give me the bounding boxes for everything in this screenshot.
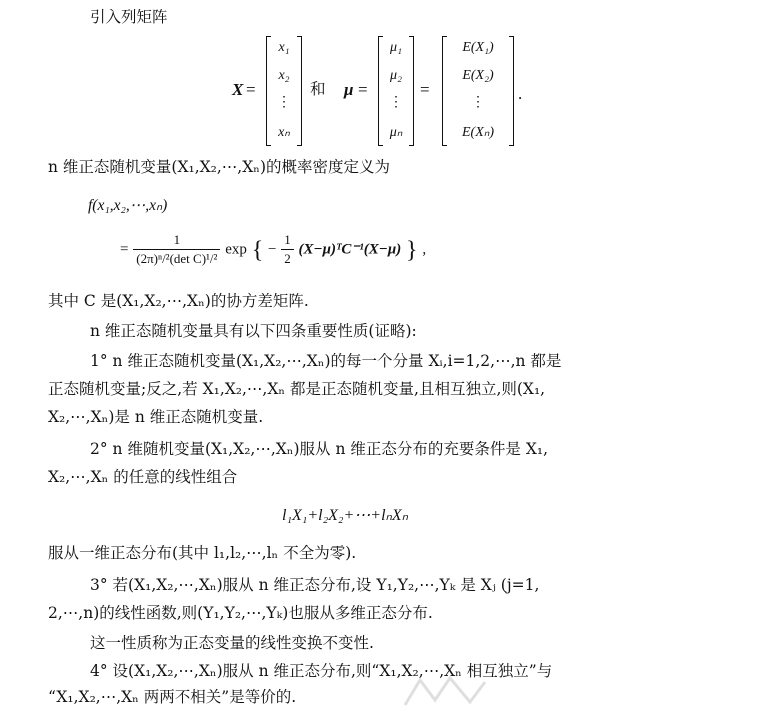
normalizing-fraction <box>133 232 220 267</box>
intro-text: 引入列矩阵 <box>90 8 168 26</box>
property-1-line-3: X₂,⋯,Xₙ)是 n 维正态随机变量. <box>48 408 264 426</box>
property-2-line-2: X₂,⋯,Xₙ 的任意的线性组合 <box>48 468 238 486</box>
half-fraction <box>281 232 294 267</box>
density-formula <box>120 232 426 267</box>
period-1: . <box>518 84 523 103</box>
half-denominator: 2 <box>284 251 291 266</box>
comma: , <box>422 241 427 258</box>
matrix-x-name: X <box>232 80 244 99</box>
equals-sign-3: = <box>420 80 430 99</box>
matrix-e-entry-4: E(Xₙ) <box>461 125 494 140</box>
matrix-mu-entry-4: μₙ <box>389 125 403 140</box>
matrix-x-entry-4: xₙ <box>278 125 290 140</box>
matrix-x <box>266 36 302 146</box>
minus-sign: − <box>268 241 277 258</box>
equals-sign-2: = <box>358 80 368 99</box>
matrix-x-entry-2: x₂ <box>278 68 290 83</box>
matrix-e-entry-1: E(X₁) <box>462 40 494 55</box>
matrix-x-entry-3: ⋮ <box>277 94 291 110</box>
property-1-line-1: 1° n 维正态随机变量(X₁,X₂,⋯,Xₙ)的每一个分量 Xᵢ,i=1,2,⋯,n 都是 <box>90 352 562 370</box>
property-3-line-1: 3° 若(X₁,X₂,⋯,Xₙ)服从 n 维正态分布,设 Y₁,Y₂,⋯,Yₖ 是 Xⱼ (j=1, <box>90 576 540 594</box>
matrix-expectation <box>442 36 514 146</box>
exp-word: exp <box>225 241 247 258</box>
matrix-e-entry-3: ⋮ <box>471 94 485 110</box>
property-1-line-2: 正态随机变量;反之,若 X₁,X₂,⋯,Xₙ 都是正态随机变量,且相互独立,则(X₁, <box>48 380 546 398</box>
watermark-stamp <box>400 670 490 710</box>
density-lhs: f(x₁,x₂,⋯,xₙ) <box>88 197 168 214</box>
matrix-mu <box>378 36 414 146</box>
matrix-mu-entry-1: μ₁ <box>390 40 402 55</box>
equals-sign-1: = <box>246 80 256 99</box>
property-3-line-2: 2,⋯,n)的线性函数,则(Y₁,Y₂,⋯,Yₖ)也服从多维正态分布. <box>48 604 433 622</box>
matrix-e-entry-2: E(X₂) <box>462 68 494 83</box>
property-3-note: 这一性质称为正态变量的线性变换不变性. <box>90 634 374 652</box>
matrix-mu-entry-2: μ₂ <box>390 68 402 83</box>
left-brace: { <box>251 237 264 264</box>
half-numerator: 1 <box>281 232 294 250</box>
matrix-x-entry-1: x₁ <box>278 40 290 55</box>
and-word: 和 <box>310 80 326 98</box>
frac-denominator: (2π)ⁿ/²(det C)¹/² <box>136 251 218 266</box>
quadratic-form: (X−μ)ᵀC⁻¹(X−μ) <box>298 241 402 258</box>
covariance-line: 其中 C 是(X₁,X₂,⋯,Xₙ)的协方差矩阵. <box>48 292 309 310</box>
matrix-mu-entry-3: ⋮ <box>389 94 403 110</box>
right-brace: } <box>406 237 418 264</box>
property-2-line-3: 服从一维正态分布(其中 l₁,l₂,⋯,lₙ 不全为零). <box>48 544 357 562</box>
property-4-line-1: 4° 设(X₁,X₂,⋯,Xₙ)服从 n 维正态分布,则“X₁,X₂,⋯,Xₙ 相互独立”与 <box>90 662 553 680</box>
density-intro: n 维正态随机变量(X₁,X₂,⋯,Xₙ)的概率密度定义为 <box>48 158 391 176</box>
equals-sign-4: = <box>120 241 129 258</box>
matrix-mu-name: μ <box>344 80 354 99</box>
linear-combination: l₁X₁+l₂X₂+⋯+lₙXₙ <box>282 507 409 524</box>
properties-intro: n 维正态随机变量具有以下四条重要性质(证略): <box>90 322 417 340</box>
property-2-line-1: 2° n 维随机变量(X₁,X₂,⋯,Xₙ)服从 n 维正态分布的充要条件是 X₁, <box>90 440 549 458</box>
frac-numerator: 1 <box>133 232 220 250</box>
property-4-line-2: “X₁,X₂,⋯,Xₙ 两两不相关”是等价的. <box>48 688 297 706</box>
